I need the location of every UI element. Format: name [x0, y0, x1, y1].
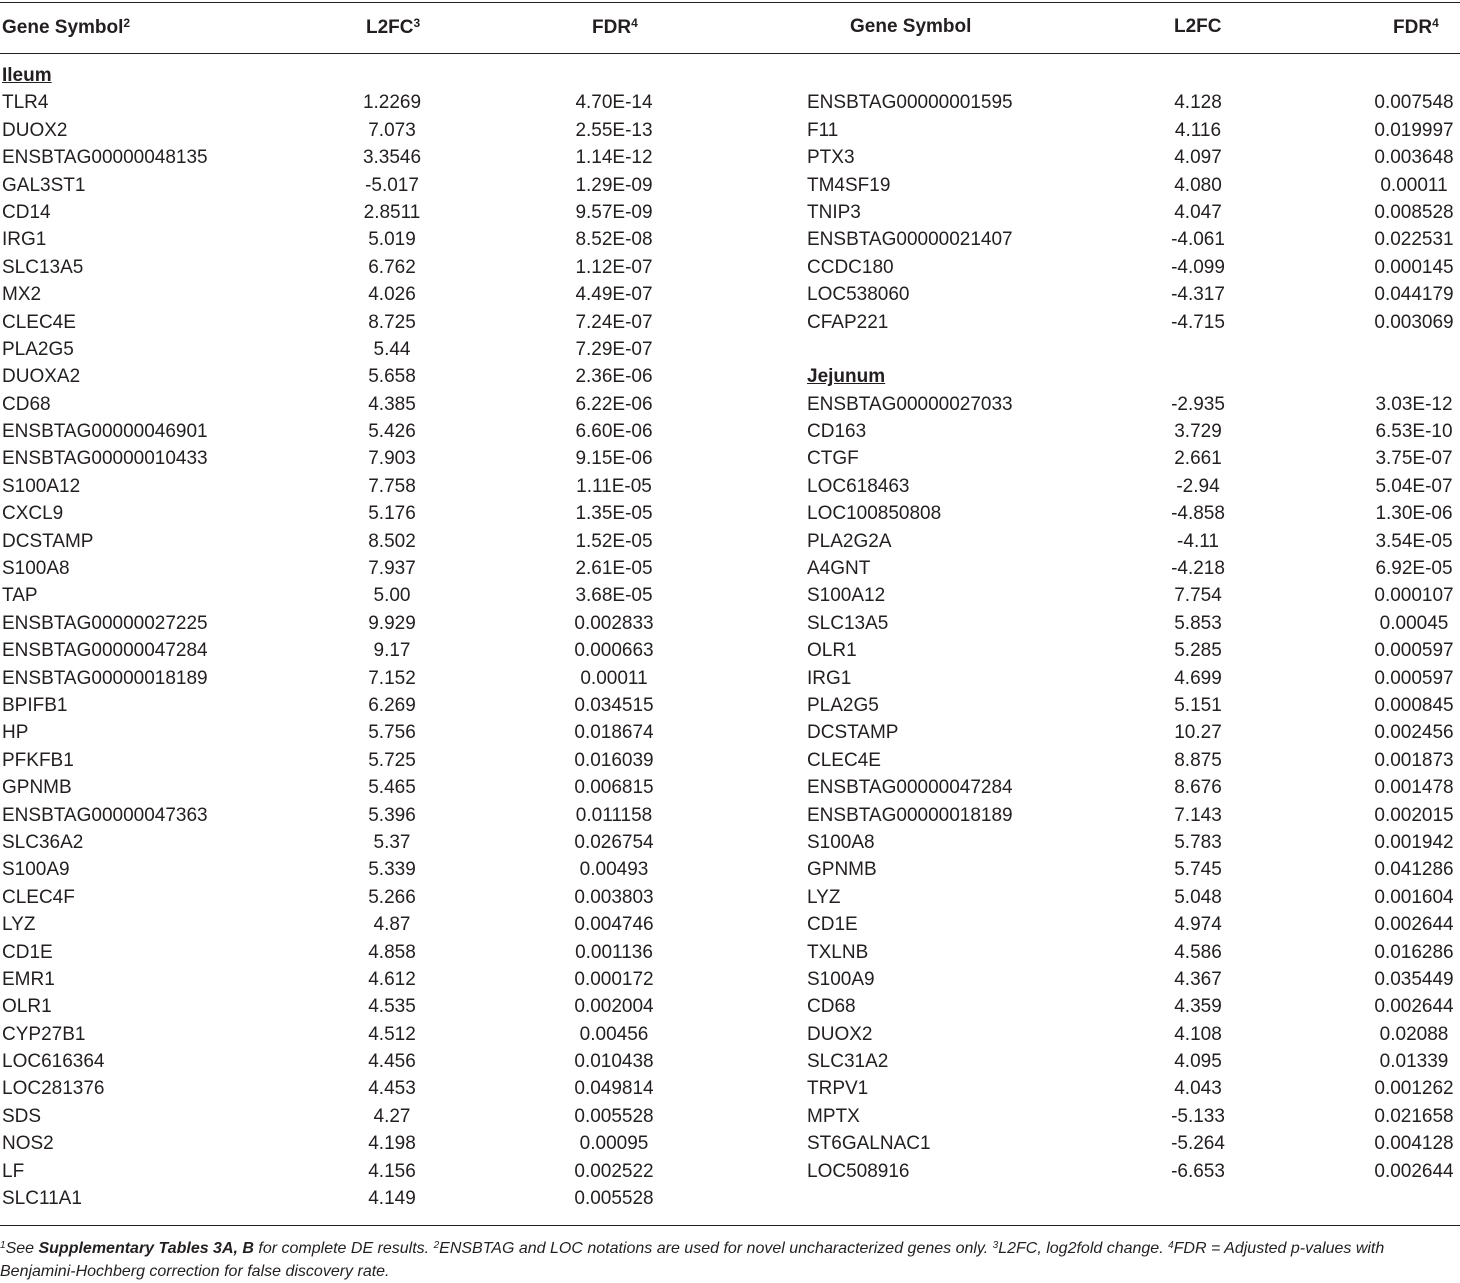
gene-symbol-cell: CD163 — [807, 421, 867, 443]
l2fc-cell: 8.875 — [1174, 749, 1222, 771]
fdr-cell: 0.018674 — [574, 722, 654, 744]
gene-symbol-cell: SLC13A5 — [807, 612, 889, 634]
table-row — [0, 856, 1460, 883]
fdr-cell: 0.00456 — [579, 1023, 649, 1045]
fdr-cell: 0.004128 — [1374, 1133, 1454, 1155]
fdr-cell: 0.002644 — [1374, 996, 1454, 1018]
l2fc-cell: 5.00 — [373, 585, 411, 607]
gene-symbol-cell: ENSBTAG00000047284 — [807, 777, 1013, 799]
fdr-cell: 0.01339 — [1379, 1051, 1449, 1073]
table-row — [0, 418, 1460, 445]
l2fc-cell: 5.019 — [368, 229, 416, 251]
table-footnote: $^1$See Supplementary Tables 3A, B for complete DE results. $^2$ENSBTAG and LOC notations are used for novel uncharacterized genes only. $^3$L2FC, log2fold change. $^4$FDR = Adjusted p-values with Benjamini-Hochberg correction for false discovery rate. — [0, 1240, 1385, 1280]
gene-symbol-cell: SLC31A2 — [807, 1051, 889, 1073]
l2fc-cell: 4.586 — [1174, 941, 1222, 963]
fdr-cell: 0.002015 — [1374, 804, 1454, 826]
l2fc-cell: 5.266 — [368, 886, 416, 908]
l2fc-cell: -6.653 — [1171, 1160, 1225, 1182]
fdr-cell: 9.57E-09 — [575, 201, 653, 223]
fdr-cell: 0.049814 — [574, 1078, 654, 1100]
gene-symbol-cell: DUOX2 — [2, 119, 68, 141]
gene-symbol-cell: CD1E — [807, 914, 858, 936]
l2fc-cell: 4.456 — [368, 1051, 416, 1073]
gene-symbol-cell: LOC281376 — [2, 1078, 105, 1100]
fdr-cell: 1.29E-09 — [575, 174, 653, 196]
gene-symbol-cell: CXCL9 — [2, 503, 64, 525]
gene-symbol-cell: CYP27B1 — [2, 1023, 86, 1045]
gene-symbol-cell: HP — [2, 722, 29, 744]
l2fc-cell: 4.043 — [1174, 1078, 1222, 1100]
l2fc-cell: 4.108 — [1174, 1023, 1222, 1045]
l2fc-cell: 2.8511 — [363, 201, 421, 223]
gene-symbol-cell: LOC508916 — [807, 1160, 910, 1182]
fdr-cell: 1.52E-05 — [575, 530, 653, 552]
fdr-cell: 2.55E-13 — [575, 119, 653, 141]
gene-symbol-cell: NOS2 — [2, 1133, 54, 1155]
table-row — [0, 802, 1460, 829]
fdr-cell: 0.001942 — [1374, 831, 1454, 853]
l2fc-cell: 3.729 — [1174, 421, 1222, 443]
right-spacer-row — [0, 62, 1460, 89]
gene-symbol-cell: LOC616364 — [2, 1051, 105, 1073]
gene-symbol-cell: DUOXA2 — [2, 366, 81, 388]
gene-symbol-cell: GAL3ST1 — [2, 174, 86, 196]
table-row — [0, 692, 1460, 719]
fdr-cell: 0.001136 — [575, 941, 653, 963]
fdr-cell: 0.001262 — [1374, 1078, 1454, 1100]
l2fc-cell: 5.048 — [1174, 886, 1222, 908]
l2fc-cell: -4.218 — [1171, 558, 1225, 580]
table-row — [0, 172, 1460, 199]
header-fdr-left: FDR$^4$ — [592, 16, 638, 38]
table-row — [0, 391, 1460, 418]
fdr-cell: 5.04E-07 — [1375, 475, 1453, 497]
table-row — [0, 117, 1460, 144]
fdr-cell: 3.03E-12 — [1375, 393, 1453, 415]
fdr-cell: 0.00095 — [579, 1133, 649, 1155]
fdr-cell: 4.49E-07 — [575, 284, 653, 306]
fdr-cell: 0.003069 — [1374, 311, 1454, 333]
gene-symbol-cell: CD68 — [2, 393, 51, 415]
gene-symbol-cell: LYZ — [2, 914, 36, 936]
gene-symbol-cell: OLR1 — [2, 996, 52, 1018]
gene-symbol-cell: TXLNB — [807, 941, 869, 963]
l2fc-cell: 5.339 — [368, 859, 416, 881]
blank-row — [0, 336, 1460, 363]
fdr-cell: 0.011158 — [575, 804, 653, 826]
fdr-cell: 0.002644 — [1374, 1160, 1454, 1182]
l2fc-cell: 4.974 — [1174, 914, 1222, 936]
fdr-cell: 0.003803 — [574, 886, 654, 908]
fdr-cell: 0.00011 — [1380, 174, 1448, 196]
l2fc-cell: 5.725 — [368, 749, 416, 771]
section-heading-ileum: Ileum — [2, 65, 52, 86]
fdr-cell: 7.29E-07 — [575, 338, 653, 360]
fdr-cell: 0.000107 — [1374, 585, 1454, 607]
fdr-cell: 6.53E-10 — [1375, 421, 1453, 443]
fdr-cell: 0.004746 — [574, 914, 654, 936]
header-l2fc-right: L2FC — [1174, 16, 1222, 37]
l2fc-cell: 7.143 — [1174, 804, 1222, 826]
l2fc-cell: 4.453 — [368, 1078, 416, 1100]
l2fc-cell: 9.17 — [373, 640, 411, 662]
fdr-cell: 1.30E-06 — [1375, 503, 1453, 525]
fdr-cell: 0.000597 — [1374, 667, 1454, 689]
l2fc-cell: 5.465 — [368, 777, 416, 799]
l2fc-cell: 10.27 — [1174, 722, 1222, 744]
fdr-cell: 7.24E-07 — [575, 311, 653, 333]
gene-symbol-cell: LOC100850808 — [807, 503, 942, 525]
fdr-cell: 0.005528 — [574, 1105, 654, 1127]
gene-symbol-cell: TNIP3 — [807, 201, 861, 223]
table-row — [0, 1048, 1460, 1075]
l2fc-cell: -4.715 — [1171, 311, 1225, 333]
gene-symbol-cell: TAP — [2, 585, 38, 607]
l2fc-cell: 4.080 — [1174, 174, 1222, 196]
table-row — [0, 747, 1460, 774]
gene-symbol-cell: ENSBTAG00000010433 — [2, 448, 208, 470]
gene-symbol-cell: S100A8 — [2, 558, 70, 580]
l2fc-cell: 4.047 — [1174, 201, 1222, 223]
table-row — [0, 199, 1460, 226]
gene-symbol-cell: DCSTAMP — [2, 530, 94, 552]
gene-symbol-cell: ENSBTAG00000048135 — [2, 147, 208, 169]
fdr-cell: 0.001873 — [1374, 749, 1454, 771]
l2fc-cell: 5.756 — [368, 722, 416, 744]
table-row — [0, 1075, 1460, 1102]
gene-symbol-cell: S100A8 — [807, 831, 875, 853]
fdr-cell: 2.36E-06 — [575, 366, 653, 388]
gene-symbol-cell: CD14 — [2, 201, 51, 223]
gene-symbol-cell: OLR1 — [807, 640, 857, 662]
l2fc-cell: 4.385 — [368, 393, 416, 415]
l2fc-cell: -4.061 — [1171, 229, 1225, 251]
fdr-cell: 0.00011 — [580, 667, 648, 689]
l2fc-cell: -2.94 — [1176, 475, 1220, 497]
gene-symbol-cell: LF — [2, 1160, 25, 1182]
fdr-cell: 0.041286 — [1374, 859, 1454, 881]
fdr-cell: 1.12E-07 — [575, 256, 653, 278]
table-row — [0, 665, 1460, 692]
gene-symbol-cell: IRG1 — [2, 229, 47, 251]
fdr-cell: 2.61E-05 — [575, 558, 653, 580]
l2fc-cell: 7.754 — [1174, 585, 1222, 607]
gene-symbol-cell: SLC11A1 — [2, 1188, 82, 1210]
l2fc-cell: 6.762 — [368, 256, 416, 278]
l2fc-cell: 4.858 — [368, 941, 416, 963]
table-row — [0, 500, 1460, 527]
l2fc-cell: 4.612 — [368, 968, 416, 990]
gene-symbol-cell: PTX3 — [807, 147, 855, 169]
l2fc-cell: 8.676 — [1174, 777, 1222, 799]
gene-symbol-cell: A4GNT — [807, 558, 871, 580]
fdr-cell: 0.002833 — [574, 612, 654, 634]
gene-symbol-cell: MX2 — [2, 284, 42, 306]
l2fc-cell: 5.783 — [1174, 831, 1222, 853]
l2fc-cell: 5.853 — [1174, 612, 1222, 634]
fdr-cell: 4.70E-14 — [575, 92, 653, 114]
l2fc-cell: 4.359 — [1174, 996, 1222, 1018]
gene-symbol-cell: S100A9 — [2, 859, 70, 881]
l2fc-cell: 5.151 — [1174, 694, 1222, 716]
table-row — [0, 993, 1460, 1020]
fdr-cell: 0.035449 — [1374, 968, 1454, 990]
table-row — [0, 309, 1460, 336]
fdr-cell: 3.68E-05 — [575, 585, 653, 607]
fdr-cell: 0.002456 — [1374, 722, 1454, 744]
l2fc-cell: -4.11 — [1177, 530, 1219, 552]
table-row — [0, 884, 1460, 911]
fdr-cell: 0.016286 — [1374, 941, 1454, 963]
fdr-cell: 3.75E-07 — [1375, 448, 1453, 470]
fdr-cell: 1.35E-05 — [575, 503, 653, 525]
gene-symbol-cell: ENSBTAG00000018189 — [2, 667, 208, 689]
gene-symbol-cell: ENSBTAG00000018189 — [807, 804, 1013, 826]
l2fc-cell: 7.152 — [368, 667, 416, 689]
fdr-cell: 0.002522 — [574, 1160, 654, 1182]
gene-symbol-cell: LYZ — [807, 886, 841, 908]
l2fc-cell: 4.198 — [368, 1133, 416, 1155]
gene-symbol-cell: DCSTAMP — [807, 722, 899, 744]
l2fc-cell: 4.27 — [373, 1105, 411, 1127]
gene-symbol-cell: PLA2G5 — [2, 338, 74, 360]
fdr-cell: 6.22E-06 — [575, 393, 653, 415]
table-row — [0, 281, 1460, 308]
fdr-cell: 0.000597 — [1374, 640, 1454, 662]
table-row — [0, 610, 1460, 637]
l2fc-cell: -4.858 — [1171, 503, 1225, 525]
table-row — [0, 555, 1460, 582]
gene-symbol-cell: ENSBTAG00000046901 — [2, 421, 208, 443]
gene-symbol-cell: LOC538060 — [807, 284, 910, 306]
gene-symbol-cell: F11 — [807, 119, 839, 141]
l2fc-cell: 7.903 — [368, 448, 416, 470]
table-row — [0, 144, 1460, 171]
fdr-cell: 1.14E-12 — [575, 147, 653, 169]
l2fc-cell: 5.37 — [373, 831, 411, 853]
gene-symbol-cell: ENSBTAG00000021407 — [807, 229, 1013, 251]
gene-symbol-cell: S100A9 — [807, 968, 875, 990]
l2fc-cell: 5.426 — [368, 421, 416, 443]
table-row — [0, 719, 1460, 746]
fdr-cell: 0.044179 — [1374, 284, 1454, 306]
fdr-cell: 0.000172 — [574, 968, 654, 990]
gene-symbol-cell: CFAP221 — [807, 311, 889, 333]
fdr-cell: 1.11E-05 — [576, 475, 652, 497]
l2fc-cell: 7.937 — [368, 558, 416, 580]
gene-symbol-cell: CLEC4F — [2, 886, 75, 908]
fdr-cell: 0.034515 — [574, 694, 654, 716]
l2fc-cell: 8.502 — [368, 530, 416, 552]
fdr-cell: 0.005528 — [574, 1188, 654, 1210]
fdr-cell: 0.008528 — [1374, 201, 1454, 223]
l2fc-cell: 5.745 — [1174, 859, 1222, 881]
l2fc-cell: 5.176 — [368, 503, 416, 525]
table-row — [0, 528, 1460, 555]
gene-symbol-cell: CD1E — [2, 941, 53, 963]
l2fc-cell: 5.285 — [1174, 640, 1222, 662]
l2fc-cell: 5.658 — [368, 366, 416, 388]
fdr-cell: 0.010438 — [574, 1051, 654, 1073]
l2fc-cell: 5.44 — [373, 338, 411, 360]
table-row — [0, 1103, 1460, 1130]
gene-symbol-cell: EMR1 — [2, 968, 55, 990]
gene-symbol-cell: CTGF — [807, 448, 859, 470]
l2fc-cell: 4.116 — [1174, 119, 1222, 141]
table-row — [0, 445, 1460, 472]
fdr-cell: 9.15E-06 — [575, 448, 653, 470]
fdr-cell: 6.60E-06 — [575, 421, 653, 443]
fdr-cell: 0.022531 — [1374, 229, 1454, 251]
header-l2fc-left: $L2FC^3$ — [366, 16, 421, 38]
gene-symbol-cell: PFKFB1 — [2, 749, 74, 771]
l2fc-cell: 4.095 — [1174, 1051, 1222, 1073]
l2fc-cell: 4.149 — [368, 1188, 416, 1210]
l2fc-cell: 8.725 — [368, 311, 416, 333]
table-row — [0, 829, 1460, 856]
table-row — [0, 1185, 700, 1212]
l2fc-cell: -5.133 — [1171, 1105, 1225, 1127]
l2fc-cell: 4.097 — [1174, 147, 1222, 169]
table-row — [0, 939, 1460, 966]
gene-symbol-cell: TLR4 — [2, 92, 49, 114]
table-row — [0, 966, 1460, 993]
l2fc-cell: 7.073 — [368, 119, 416, 141]
table-row — [0, 1158, 1460, 1185]
l2fc-cell: -4.099 — [1171, 256, 1225, 278]
gene-symbol-cell: S100A12 — [807, 585, 886, 607]
gene-symbol-cell: CCDC180 — [807, 256, 894, 278]
table-row — [0, 1130, 1460, 1157]
l2fc-cell: 4.156 — [368, 1160, 416, 1182]
fdr-cell: 0.000845 — [1374, 694, 1454, 716]
l2fc-cell: 7.758 — [368, 475, 416, 497]
table-row — [0, 1021, 1460, 1048]
top-rule — [0, 2, 1460, 3]
table-row — [0, 254, 1460, 281]
fdr-cell: 0.001478 — [1374, 777, 1454, 799]
header-rule — [0, 53, 1460, 54]
l2fc-cell: -2.935 — [1171, 393, 1225, 415]
l2fc-cell: -5.264 — [1171, 1133, 1225, 1155]
fdr-cell: 0.021658 — [1374, 1105, 1454, 1127]
gene-symbol-cell: SLC13A5 — [2, 256, 84, 278]
gene-symbol-cell: ST6GALNAC1 — [807, 1133, 931, 1155]
gene-symbol-cell: DUOX2 — [807, 1023, 873, 1045]
fdr-cell: 0.003648 — [1374, 147, 1454, 169]
fdr-cell: 0.007548 — [1374, 92, 1454, 114]
gene-symbol-cell: ENSBTAG00000001595 — [807, 92, 1013, 114]
fdr-cell: 0.016039 — [574, 749, 654, 771]
footer-rule — [0, 1225, 1460, 1226]
gene-symbol-cell: CLEC4E — [807, 749, 881, 771]
table-row — [0, 637, 1460, 664]
header-gene-symbol-right: Gene Symbol — [850, 16, 972, 37]
l2fc-cell: -4.317 — [1171, 284, 1225, 306]
table-row — [0, 582, 1460, 609]
fdr-cell: 8.52E-08 — [575, 229, 653, 251]
gene-symbol-cell: CD68 — [807, 996, 856, 1018]
gene-symbol-cell: IRG1 — [807, 667, 852, 689]
gene-symbol-cell: CLEC4E — [2, 311, 76, 333]
l2fc-cell: 2.661 — [1174, 448, 1222, 470]
fdr-cell: 0.00493 — [579, 859, 649, 881]
l2fc-cell: 1.2269 — [362, 92, 422, 114]
gene-symbol-cell: GPNMB — [807, 859, 877, 881]
gene-symbol-cell: TM4SF19 — [807, 174, 891, 196]
gene-symbol-cell: ENSBTAG00000027033 — [807, 393, 1013, 415]
l2fc-cell: 4.699 — [1174, 667, 1222, 689]
header-fdr-right: FDR$^4$ — [1393, 16, 1439, 38]
table-row — [0, 473, 1460, 500]
right-column — [0, 62, 1460, 1185]
gene-symbol-cell: ENSBTAG00000047363 — [2, 804, 208, 826]
l2fc-cell: 6.269 — [368, 694, 416, 716]
section-heading-jejunum: Jejunum — [807, 366, 886, 388]
gene-symbol-cell: MPTX — [807, 1105, 860, 1127]
fdr-cell: 0.002004 — [574, 996, 654, 1018]
fdr-cell: 0.02088 — [1379, 1023, 1449, 1045]
gene-symbol-cell: GPNMB — [2, 777, 72, 799]
l2fc-cell: 4.512 — [368, 1023, 416, 1045]
gene-symbol-cell: S100A12 — [2, 475, 81, 497]
fdr-cell: 0.001604 — [1374, 886, 1454, 908]
fdr-cell: 0.006815 — [574, 777, 654, 799]
gene-symbol-cell: ENSBTAG00000047284 — [2, 640, 208, 662]
l2fc-cell: 5.396 — [368, 804, 416, 826]
l2fc-cell: 4.026 — [368, 284, 416, 306]
gene-symbol-cell: BPIFB1 — [2, 694, 68, 716]
fdr-cell: 0.00045 — [1379, 612, 1449, 634]
table-row — [0, 89, 1460, 116]
fdr-cell: 0.000663 — [574, 640, 654, 662]
fdr-cell: 0.019997 — [1374, 119, 1454, 141]
gene-symbol-cell: TRPV1 — [807, 1078, 869, 1100]
l2fc-cell: 4.87 — [373, 914, 411, 936]
table-row — [0, 226, 1460, 253]
l2fc-cell: 3.3546 — [362, 147, 422, 169]
gene-symbol-cell: ENSBTAG00000027225 — [2, 612, 208, 634]
l2fc-cell: 4.535 — [368, 996, 416, 1018]
gene-symbol-cell: PLA2G5 — [807, 694, 879, 716]
gene-symbol-cell: SDS — [2, 1105, 42, 1127]
fdr-cell: 0.002644 — [1374, 914, 1454, 936]
fdr-cell: 6.92E-05 — [1375, 558, 1453, 580]
l2fc-cell: -5.017 — [365, 174, 419, 196]
gene-symbol-cell: SLC36A2 — [2, 831, 84, 853]
table-row — [0, 911, 1460, 938]
l2fc-cell: 4.367 — [1174, 968, 1222, 990]
fdr-cell: 0.000145 — [1374, 256, 1454, 278]
fdr-cell: 0.026754 — [574, 831, 654, 853]
l2fc-cell: 9.929 — [368, 612, 416, 634]
gene-symbol-cell: PLA2G2A — [807, 530, 892, 552]
l2fc-cell: 4.128 — [1174, 92, 1222, 114]
header-gene-symbol-left: Gene Symbol$^2$ — [2, 16, 131, 38]
fdr-cell: 3.54E-05 — [1375, 530, 1453, 552]
gene-symbol-cell: LOC618463 — [807, 475, 910, 497]
table-row — [0, 774, 1460, 801]
